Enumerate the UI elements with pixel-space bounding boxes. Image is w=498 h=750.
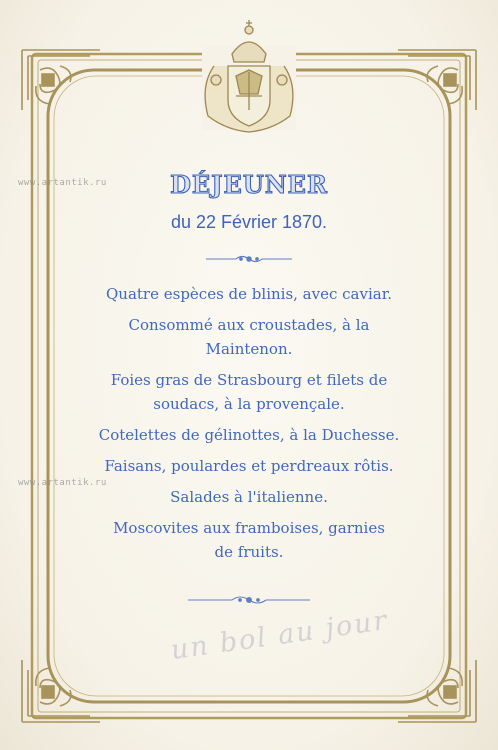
imperial-coat-of-arms-icon <box>202 20 296 132</box>
corner-ornament-bottom-right <box>398 660 476 722</box>
corner-ornament-top-right <box>398 50 476 110</box>
menu-item: Foies gras de Strasbourg et filets de soudacs, à la provençale. <box>110 371 388 413</box>
corner-ornament-top-left <box>22 50 100 110</box>
menu-item: Salades à l'italienne. <box>170 488 328 506</box>
handwritten-note: un bol au jour <box>168 604 391 667</box>
corner-ornament-bottom-left <box>22 660 100 722</box>
ornamental-divider-icon <box>206 257 292 262</box>
menu-item: Consommé aux croustades, à la Maintenon. <box>128 316 370 358</box>
watermark-middle: www.artantik.ru <box>18 478 107 488</box>
ornamental-divider-icon <box>188 597 310 603</box>
menu-date: du 22 Février 1870. <box>170 212 328 232</box>
watermark-top: www.artantik.ru <box>18 178 107 188</box>
menu-item: Cotelettes de gélinottes, à la Duchesse. <box>98 426 400 444</box>
menu-list <box>0 282 498 571</box>
menu-item: Moscovites aux framboises, garnies de fruits. <box>113 519 385 561</box>
menu-item: Quatre espèces de blinis, avec caviar. <box>106 285 392 303</box>
menu-title: DÉJEUNER <box>170 170 328 199</box>
menu-item: Faisans, poulardes et perdreaux rôtis. <box>104 457 394 475</box>
